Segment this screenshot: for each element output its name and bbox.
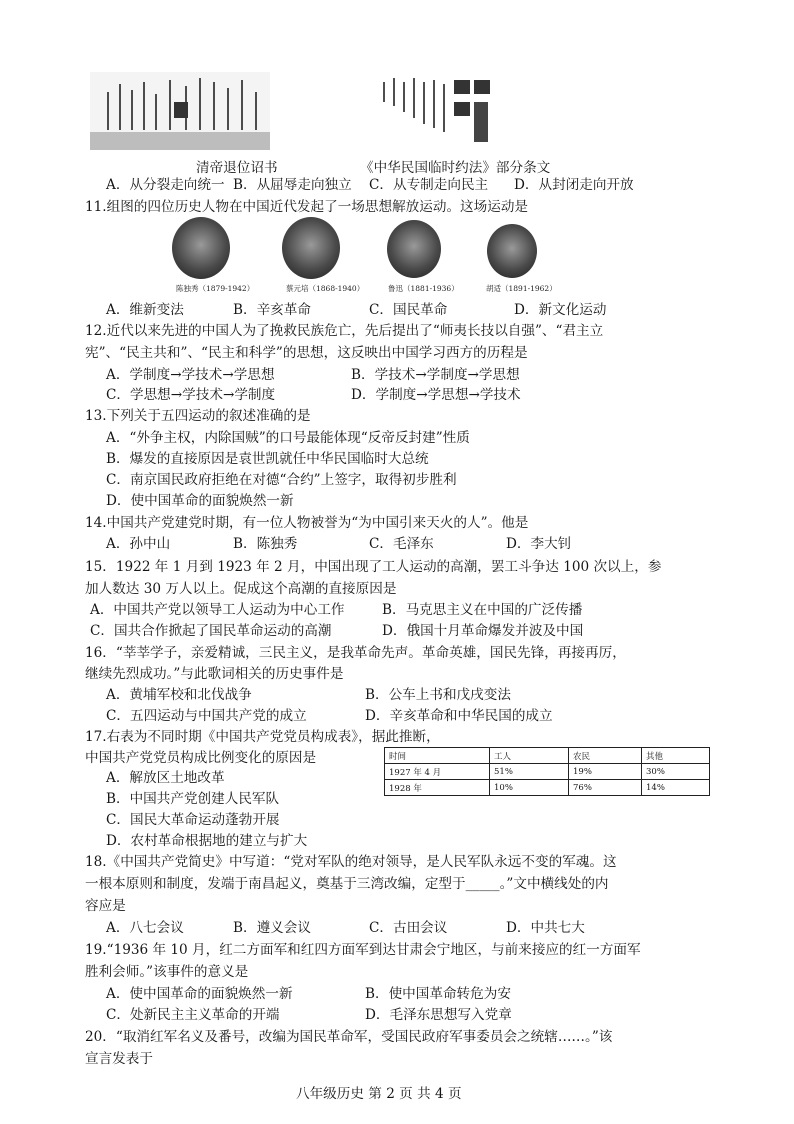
portrait-caption: 陈独秀（1879-1942） (176, 284, 255, 293)
q11-option-a: A．维新变法 (106, 302, 184, 318)
q19-option-a: A．使中国革命的面貌焕然一新 (106, 986, 293, 1002)
q14-option-d: D．李大钊 (506, 536, 572, 552)
q13-option-b: B．爆发的直接原因是袁世凯就任中华民国临时大总统 (106, 451, 429, 467)
q16-option-b: B．公车上书和戊戌变法 (365, 687, 511, 703)
q19-stem-cont: 胜利会师。”该事件的意义是 (85, 964, 249, 980)
table-cell: 51% (490, 764, 569, 780)
q18-stem: 18.《中国共产党简史》中写道：“党对军队的绝对领导，是人民军队永远不变的军魂。这 (85, 854, 617, 870)
table-header-cell: 农民 (569, 748, 642, 764)
q16-option-a: A．黄埔军校和北伐战争 (106, 687, 252, 703)
portrait-caption: 胡适（1891-1962） (486, 284, 557, 293)
q18-option-a: A．八七会议 (106, 920, 184, 936)
q17-option-b: B．中国共产党创建人民军队 (106, 791, 280, 807)
q10-option-d: D．从封闭走向开放 (514, 177, 634, 193)
q13-option-a: A．“外争主权，内除国贼”的口号最能体现“反帝反封建”性质 (106, 430, 470, 446)
q11-option-b: B．辛亥革命 (233, 302, 311, 318)
q11-option-c: C．国民革命 (369, 302, 448, 318)
table-row (385, 780, 710, 796)
q12-option-b: B．学技术→学制度→学思想 (351, 367, 520, 383)
q12-option-a: A．学制度→学技术→学思想 (106, 367, 275, 383)
q15-option-a: A．中国共产党以领导工人运动为中心工作 (90, 602, 345, 618)
caption-provisional-constitution: 《中华民国临时约法》部分条文 (360, 160, 551, 176)
party-member-composition-table (384, 747, 710, 796)
q19-stem: 19.“1936 年 10 月，红二方面军和红四方面军到达甘肃会宁地区，与前来接应的红一方面军 (85, 942, 641, 958)
q15-stem: 15．1922 年 1 月到 1923 年 2 月，中国出现了工人运动的高潮，罢工斗争达 100 次以上，参 (85, 559, 662, 575)
q13-option-d: D．使中国革命的面貌焕然一新 (106, 493, 294, 509)
q18-option-c: C．古田会议 (369, 920, 448, 936)
q18-option-b: B．遵义会议 (233, 920, 311, 936)
q15-option-d: D．俄国十月革命爆发并波及中国 (382, 623, 584, 639)
q17-option-a: A．解放区土地改革 (106, 770, 225, 786)
portrait-chen-duxiu (172, 217, 230, 279)
q13-stem: 13.下列关于五四运动的叙述准确的是 (85, 408, 311, 424)
table-cell: 76% (569, 780, 642, 796)
q16-option-d: D．辛亥革命和中华民国的成立 (365, 708, 553, 724)
q11-stem: 11.组图的四位历史人物在中国近代发起了一场思想解放运动。这场运动是 (85, 199, 529, 215)
q17-stem: 17.右表为不同时期《中国共产党党员构成表》，据此推断， (85, 729, 440, 745)
q17-stem-cont: 中国共产党党员构成比例变化的原因是 (85, 750, 317, 766)
abdication-edict-image (90, 72, 270, 150)
q19-option-b: B．使中国革命转危为安 (365, 986, 511, 1002)
q14-option-b: B．陈独秀 (233, 536, 298, 552)
table-cell: 30% (642, 764, 710, 780)
q15-stem-cont: 加人数达 30 万人以上。促成这个高潮的直接原因是 (85, 581, 397, 597)
page-footer: 八年级历史 第 2 页 共 4 页 (296, 1086, 462, 1102)
q13-option-c: C．南京国民政府拒绝在对德“合约”上签字，取得初步胜利 (106, 472, 457, 488)
q11-option-d: D．新文化运动 (514, 302, 607, 318)
table-header-cell: 工人 (490, 748, 569, 764)
q15-option-b: B．马克思主义在中国的广泛传播 (382, 602, 583, 618)
q16-stem-cont: 继续先烈成功。”与此歌词相关的历史事件是 (85, 666, 344, 682)
table-cell: 19% (569, 764, 642, 780)
q12-option-d: D．学制度→学思想→学技术 (351, 387, 521, 403)
table-cell: 1927 年 4 月 (385, 764, 490, 780)
q17-option-c: C．国民大革命运动蓬勃开展 (106, 812, 280, 828)
table-header-row (385, 748, 710, 764)
caption-abdication-edict: 清帝退位诏书 (196, 160, 278, 176)
table-cell: 14% (642, 780, 710, 796)
table-row (385, 764, 710, 780)
q14-stem: 14.中国共产党建党时期，有一位人物被誉为“为中国引来天火的人”。他是 (85, 515, 529, 531)
table-header-cell: 时间 (385, 748, 490, 764)
q18-option-d: D．中共七大 (506, 920, 585, 936)
portrait-lu-xun (387, 220, 441, 278)
q19-option-c: C．处新民主主义革命的开端 (106, 1007, 280, 1023)
portrait-caption: 鲁迅（1881-1936） (388, 284, 459, 293)
q20-stem: 20．“取消红军名义及番号，改编为国民革命军，受国民政府军事委员会之统辖……。”该 (85, 1029, 613, 1045)
q14-option-c: C．毛泽东 (369, 536, 434, 552)
provisional-constitution-image (362, 72, 502, 154)
portrait-hu-shi (487, 224, 537, 278)
portrait-caption: 蔡元培（1868-1940） (286, 284, 365, 293)
q12-stem-cont: 宪”、“民主共和”、“民主和科学”的思想，这反映出中国学习西方的历程是 (85, 345, 528, 361)
q18-stem-cont2: 容应是 (85, 898, 126, 914)
q10-option-c: C．从专制走向民主 (369, 177, 489, 193)
q14-option-a: A．孙中山 (106, 536, 171, 552)
q10-option-a: A．从分裂走向统一 (106, 177, 225, 193)
q16-option-c: C．五四运动与中国共产党的成立 (106, 708, 307, 724)
table-header-cell: 其他 (642, 748, 710, 764)
q16-stem: 16．“莘莘学子，亲爱精诚，三民主义，是我革命先声。革命英雄，国民先锋，再接再厉， (85, 645, 626, 661)
q12-option-c: C．学思想→学技术→学制度 (106, 387, 276, 403)
q15-option-c: C．国共合作掀起了国民革命运动的高潮 (90, 623, 332, 639)
table-cell: 10% (490, 780, 569, 796)
q20-stem-cont: 宣言发表于 (85, 1051, 153, 1067)
q17-option-d: D．农村革命根据地的建立与扩大 (106, 833, 308, 849)
q19-option-d: D．毛泽东思想写入党章 (365, 1007, 512, 1023)
q10-option-b: B．从屈辱走向独立 (233, 177, 352, 193)
table-cell: 1928 年 (385, 780, 490, 796)
q18-stem-cont: 一根本原则和制度，发端于南昌起义，奠基于三湾改编，定型于_____。”文中横线处的内 (85, 876, 609, 892)
portrait-cai-yuanpei (282, 217, 340, 279)
q12-stem: 12.近代以来先进的中国人为了挽救民族危亡，先后提出了“师夷长技以自强”、“君主立 (85, 323, 604, 339)
